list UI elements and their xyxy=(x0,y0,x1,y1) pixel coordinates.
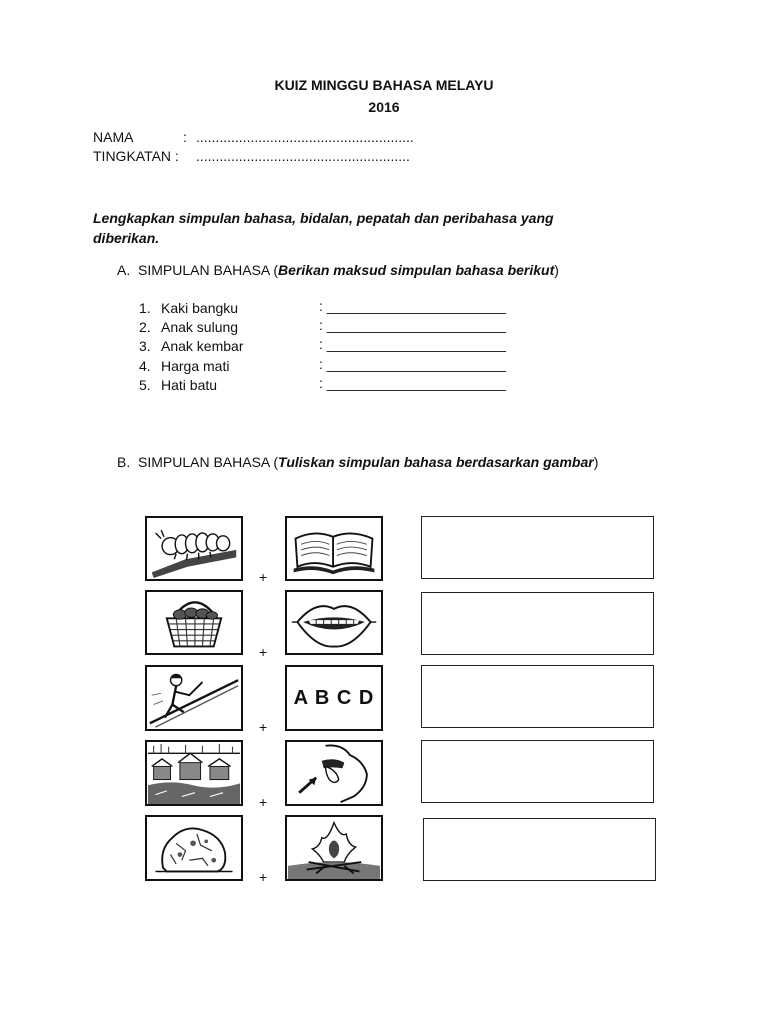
list-item-term: Hati batu xyxy=(161,377,218,393)
name-colon: : xyxy=(183,129,187,145)
list-item-number: 4. xyxy=(139,358,151,374)
basket-picture xyxy=(145,590,243,655)
climbing-person-picture xyxy=(145,665,243,731)
list-item-number: 5. xyxy=(139,377,151,393)
name-field[interactable]: ........................................................ xyxy=(196,129,414,145)
plus-sign: + xyxy=(259,869,268,885)
list-item-term: Kaki bangku xyxy=(161,300,239,316)
section-b-label: SIMPULAN BAHASA ( xyxy=(138,454,279,470)
answer-box[interactable] xyxy=(423,818,656,881)
list-item-term: Anak kembar xyxy=(161,338,244,354)
section-a-heading xyxy=(138,262,559,278)
section-a-label: SIMPULAN BAHASA ( xyxy=(138,262,279,278)
plus-sign: + xyxy=(259,569,268,585)
section-a-letter: A. xyxy=(117,262,131,278)
list-item-number: 3. xyxy=(139,338,151,354)
section-b-heading xyxy=(138,454,598,470)
answer-box[interactable] xyxy=(421,665,654,728)
list-item-term: Harga mati xyxy=(161,358,230,374)
instruction-line-2: diberikan. xyxy=(93,230,160,246)
list-item-number: 1. xyxy=(139,300,151,316)
abcd-picture xyxy=(285,665,383,731)
section-b-letter: B. xyxy=(117,454,131,470)
answer-box[interactable] xyxy=(421,516,654,579)
list-item-answer[interactable]: : _______________________ xyxy=(319,317,506,333)
page-year: 2016 xyxy=(368,99,400,115)
section-b-close: ) xyxy=(593,454,599,470)
fire-picture xyxy=(285,815,383,881)
plus-sign: + xyxy=(259,719,268,735)
plus-sign: + xyxy=(259,794,268,810)
list-item-answer[interactable]: : _______________________ xyxy=(319,375,506,391)
book-picture xyxy=(285,516,383,581)
village-scene-picture xyxy=(145,740,243,806)
list-item-answer[interactable]: : _______________________ xyxy=(319,356,506,372)
level-field[interactable]: ....................................................... xyxy=(196,148,410,164)
list-item-number: 2. xyxy=(139,319,151,335)
list-item-answer[interactable]: : _______________________ xyxy=(319,336,506,352)
answer-box[interactable] xyxy=(421,592,654,655)
instruction-line-1: Lengkapkan simpulan bahasa, bidalan, pepatah dan peribahasa yang xyxy=(93,210,554,226)
list-item-answer[interactable]: : _______________________ xyxy=(319,298,506,314)
name-label: NAMA xyxy=(93,129,134,145)
section-a-close: ) xyxy=(554,262,559,278)
abcd-text: A B C D xyxy=(293,687,375,709)
page-title: KUIZ MINGGU BAHASA MELAYU xyxy=(274,77,494,93)
level-label: TINGKATAN : xyxy=(93,148,179,164)
section-a-hint: Berikan maksud simpulan bahasa berikut xyxy=(278,262,555,278)
mouth-picture xyxy=(285,590,383,655)
tongue-picture xyxy=(285,740,383,806)
rock-picture xyxy=(145,815,243,881)
list-item-term: Anak sulung xyxy=(161,319,239,335)
answer-box[interactable] xyxy=(421,740,654,803)
caterpillar-picture xyxy=(145,516,243,581)
plus-sign: + xyxy=(259,644,268,660)
section-b-hint: Tuliskan simpulan bahasa berdasarkan gambar xyxy=(278,454,594,470)
